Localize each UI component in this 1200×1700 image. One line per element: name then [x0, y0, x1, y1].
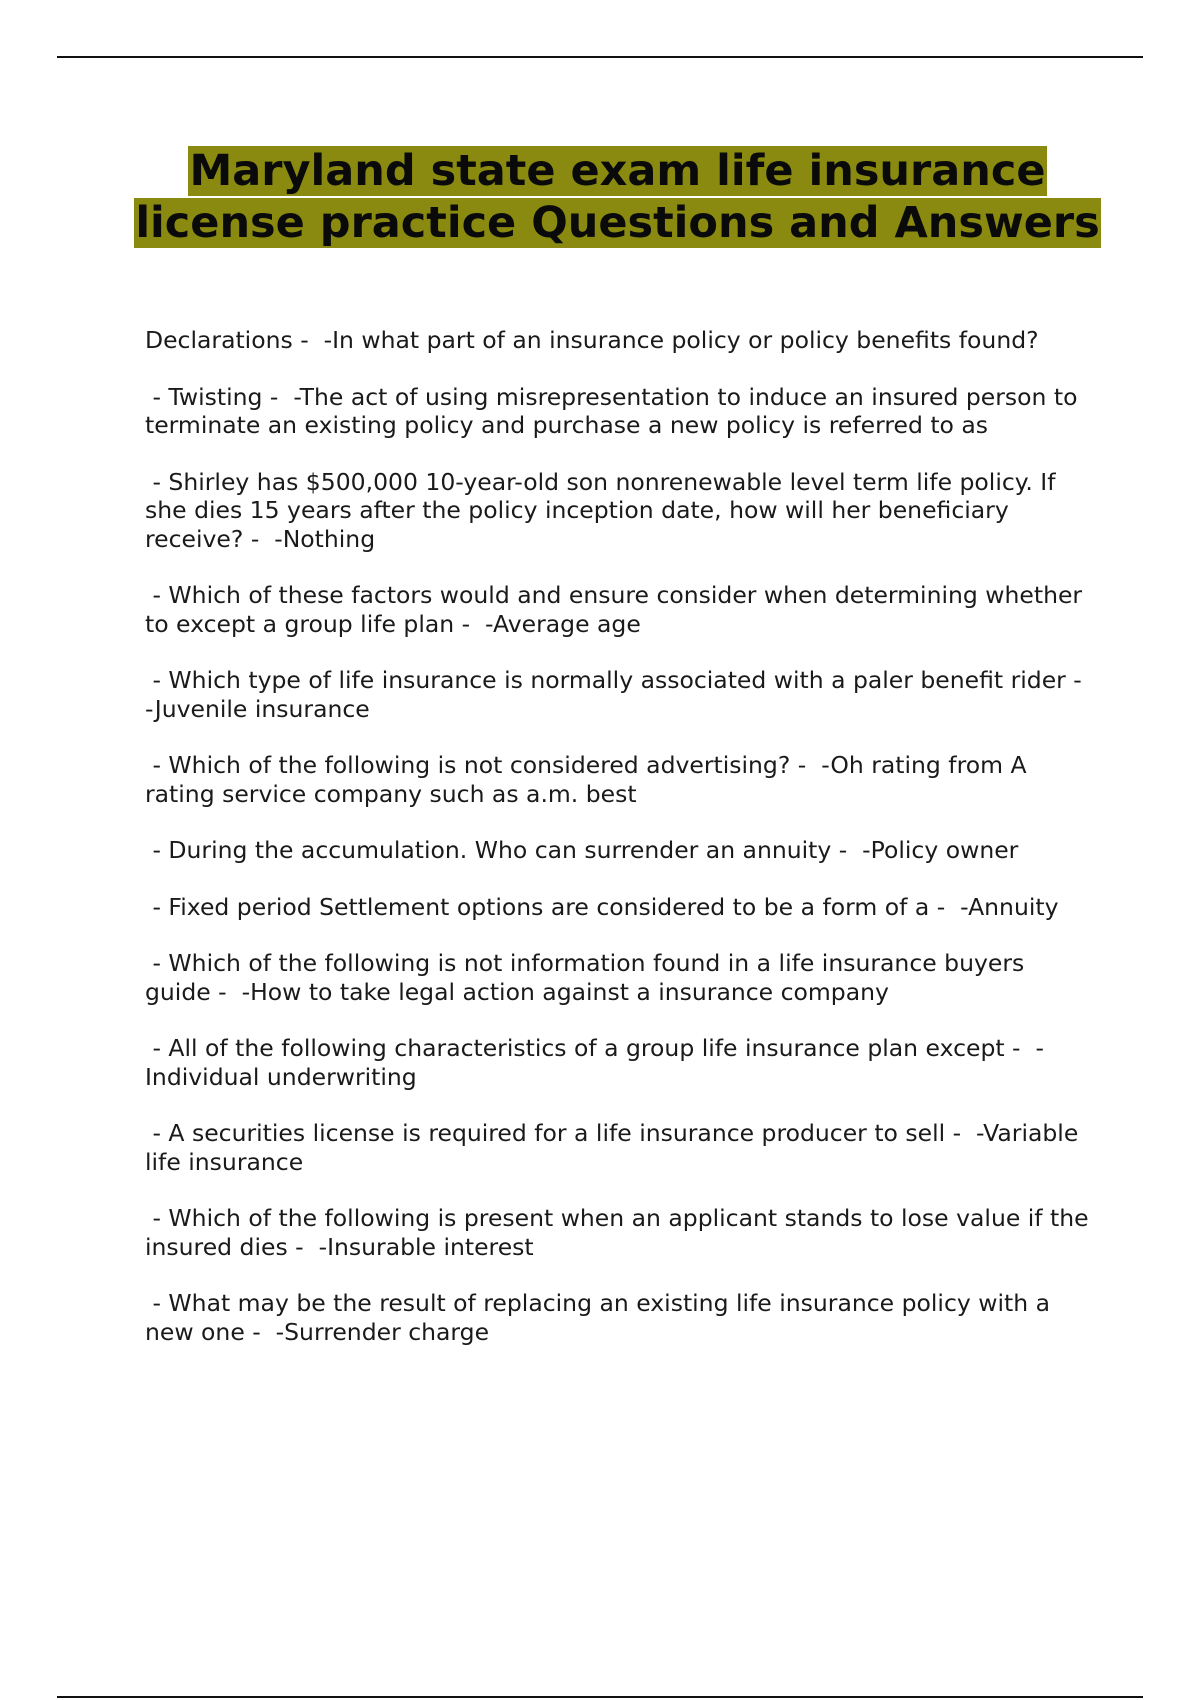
bottom-rule	[57, 1696, 1143, 1698]
page-title: Maryland state exam life insurance license practice Questions and Answers	[135, 146, 1100, 248]
qa-item: - Which of these factors would and ensure consider when determining whether to except a group life plan - -Average age	[145, 581, 1090, 638]
qa-item: - During the accumulation. Who can surrender an annuity - -Policy owner	[145, 836, 1019, 864]
qa-item: - Which of the following is not considered advertising? - -Oh rating from A rating service company such as a.m. best	[145, 751, 1035, 808]
title-block	[130, 145, 1105, 249]
qa-item: - Fixed period Settlement options are considered to be a form of a - -Annuity	[145, 892, 1059, 921]
qa-item: - What may be the result of replacing an existing life insurance policy with a new one - -Surrender charge	[145, 1289, 1058, 1346]
qa-item: - Twisting - -The act of using misrepresentation to induce an insured person to terminate an existing policy and purchase a new policy is referred to as	[145, 382, 1085, 439]
qa-item: Declarations - -In what part of an insurance policy or policy benefits found?	[145, 326, 1039, 354]
qa-item: - Shirley has $500,000 10-year-old son nonrenewable level term life policy. If she dies 15 years after the policy inception date, how will her beneficiary receive? - -Nothing	[145, 467, 1063, 553]
qa-item: - All of the following characteristics of a group life insurance plan except - -Individual underwriting	[145, 1034, 1044, 1091]
qa-item: - Which type of life insurance is normally associated with a paler benefit rider - -Juvenile insurance	[145, 666, 1097, 723]
qa-item: - Which of the following is not information found in a life insurance buyers guide - -How to take legal action against a insurance company	[145, 949, 1032, 1006]
qa-item: - Which of the following is present when an applicant stands to lose value if the insured dies - -Insurable interest	[145, 1204, 1097, 1261]
qa-list	[145, 326, 1095, 1374]
top-rule	[57, 56, 1143, 58]
qa-item: - A securities license is required for a life insurance producer to sell - -Variable life insurance	[145, 1119, 1086, 1176]
